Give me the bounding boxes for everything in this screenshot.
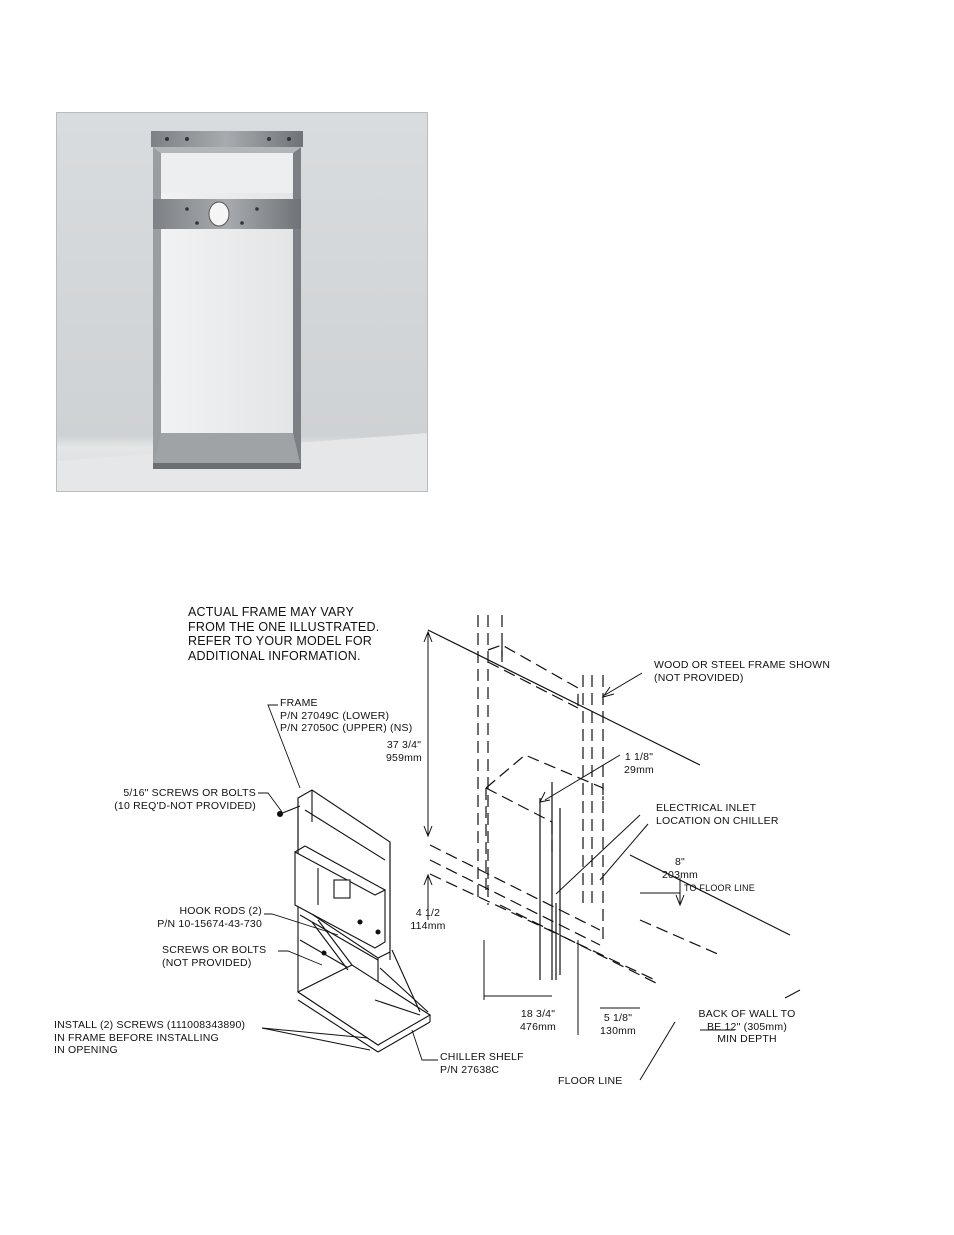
disclaimer-note: ACTUAL FRAME MAY VARY FROM THE ONE ILLUSTRATED. REFER TO YOUR MODEL FOR ADDITIONAL INFORMATION. — [188, 605, 380, 663]
label-to-floor-line: TO FLOOR LINE — [684, 883, 755, 893]
label-screws-516: 5/16" SCREWS OR BOLTS (10 REQ'D-NOT PROVIDED) — [114, 787, 256, 812]
label-electrical-inlet: ELECTRICAL INLET LOCATION ON CHILLER — [656, 802, 779, 827]
dim-5-1-8: 5 1/8" 130mm — [599, 1012, 636, 1037]
dim-1-1-8: 1 1/8" 29mm — [624, 751, 654, 776]
frame-photo-illustration — [57, 113, 428, 492]
label-wood-steel-frame: WOOD OR STEEL FRAME SHOWN (NOT PROVIDED) — [654, 659, 831, 684]
label-floor-line: FLOOR LINE — [558, 1075, 623, 1087]
dim-37-3-4: 37 3/4" 959mm — [385, 739, 422, 764]
label-screws-bolts: SCREWS OR BOLTS (NOT PROVIDED) — [162, 944, 267, 969]
frame-photo — [56, 112, 428, 492]
dim-18-3-4: 18 3/4" 476mm — [519, 1008, 556, 1033]
label-back-of-wall: BACK OF WALL TO BE 12" (305mm) MIN DEPTH — [698, 1008, 796, 1045]
label-frame: FRAME P/N 27049C (LOWER) P/N 27050C (UPPER) (NS) — [280, 697, 413, 734]
label-hook-rods: HOOK RODS (2) P/N 10-15674-43-730 — [157, 905, 262, 930]
installation-diagram — [0, 560, 954, 1120]
dim-8: 8" 203mm — [661, 856, 698, 881]
label-chiller-shelf: CHILLER SHELF P/N 27638C — [440, 1051, 524, 1076]
label-install-screws: INSTALL (2) SCREWS (111008343890) IN FRAME BEFORE INSTALLING IN OPENING — [54, 1019, 246, 1056]
dim-4-1-2: 4 1/2 114mm — [410, 907, 446, 932]
